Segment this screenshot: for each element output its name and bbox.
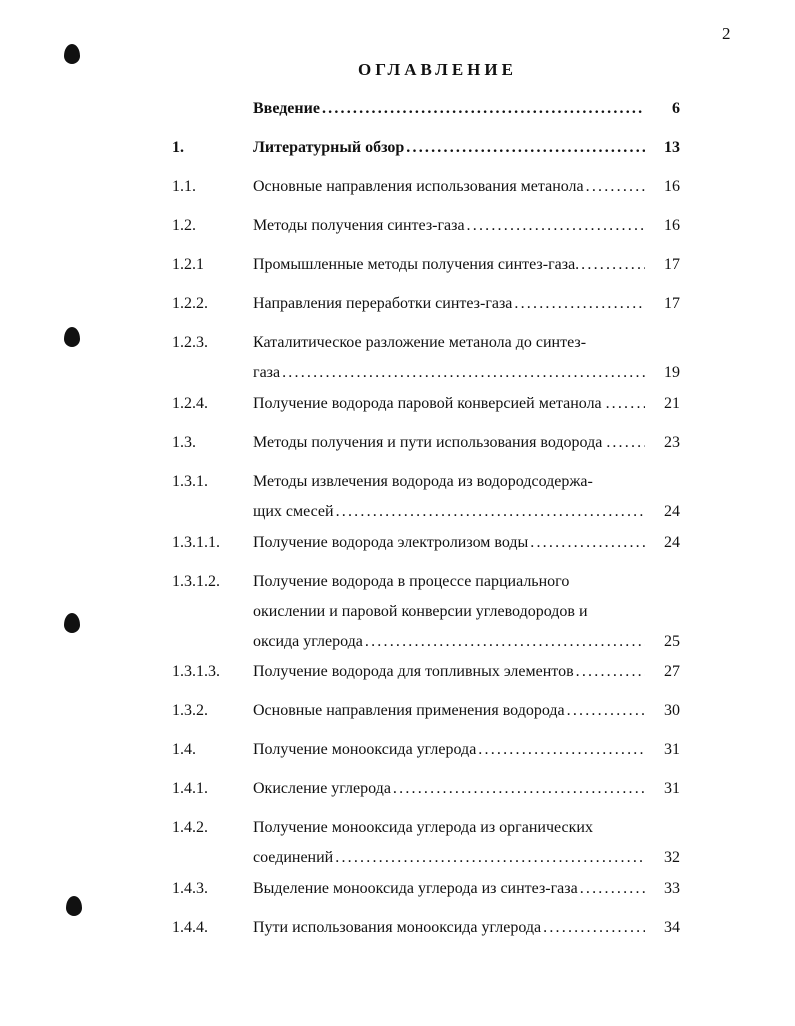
- dot-leader: [333, 843, 645, 873]
- toc-entry-text: оксида углерода: [253, 633, 363, 650]
- toc-entry-number: 1.4.4.: [172, 919, 208, 936]
- toc-entry-page: 16: [664, 217, 680, 234]
- dot-leader: [610, 389, 645, 419]
- toc-entry-number: 1.3.2.: [172, 702, 208, 719]
- toc-entry-title: [253, 250, 645, 280]
- toc-entry-title: [253, 428, 645, 458]
- toc-entry-text: Введение: [253, 100, 320, 117]
- toc-entry-title: [253, 289, 645, 319]
- toc-entry-title: [253, 657, 645, 687]
- toc-entry-number: 1.3.1.3.: [172, 663, 220, 680]
- punch-hole: [64, 613, 80, 633]
- toc-entry-number: 1.3.1.1.: [172, 534, 220, 551]
- toc-entry-title: [253, 389, 645, 419]
- toc-entry-number: 1.: [172, 139, 184, 156]
- toc-entry-page: 6: [672, 100, 680, 117]
- toc-entry-number: 1.1.: [172, 178, 196, 195]
- dot-leader: [476, 735, 645, 765]
- toc-entry-title: [253, 133, 645, 163]
- toc-entry-text: Методы получения и пути использования водорода .: [253, 434, 611, 451]
- toc-entry-number: 1.2.2.: [172, 295, 208, 312]
- dot-leader: [280, 358, 645, 388]
- toc-entry-page: 25: [664, 633, 680, 650]
- toc-entry-page: 32: [664, 849, 680, 866]
- dot-leader: [584, 172, 645, 202]
- dot-leader: [528, 528, 645, 558]
- toc-entry-text: Основные направления использования метанола: [253, 178, 584, 195]
- toc-entry-text: Литературный обзор: [253, 139, 405, 156]
- dot-leader: [465, 211, 645, 241]
- toc-entry-text: Окисление углерода: [253, 780, 391, 797]
- toc-entry-text: Получение монооксида углерода: [253, 741, 477, 758]
- dot-leader: [320, 94, 645, 124]
- toc-entry-page: 33: [664, 880, 680, 897]
- toc-entry-page: 19: [664, 364, 680, 381]
- toc-entry-number: 1.2.3.: [172, 334, 208, 351]
- dot-leader: [334, 497, 645, 527]
- toc-entry-page: 24: [664, 503, 680, 520]
- toc-entry-number: 1.4.1.: [172, 780, 208, 797]
- toc-entry-page: 21: [664, 395, 680, 412]
- toc-entry-number: 1.4.2.: [172, 819, 208, 836]
- toc-entry-text: Методы извлечения водорода из водородсодержа-: [253, 473, 593, 490]
- toc-entry-number: 1.4.: [172, 741, 196, 758]
- toc-entry-text: Пути использования монооксида углерода: [253, 919, 542, 936]
- dot-leader: [578, 874, 645, 904]
- toc-entry-title: [253, 735, 645, 765]
- toc-entry-page: 17: [664, 256, 680, 273]
- toc-entry-text: Промышленные методы получения синтез-газа.: [253, 256, 580, 273]
- toc-entry-page: 16: [664, 178, 680, 195]
- page-number: 2: [722, 24, 731, 43]
- toc-entry-text: соединений: [253, 849, 334, 866]
- toc-entry-number: 1.2.: [172, 217, 196, 234]
- toc-entry-text: щих смесей: [253, 503, 334, 520]
- toc-entry-title: [253, 211, 645, 241]
- dot-leader: [579, 250, 645, 280]
- toc-entry-text: Получение монооксида углерода из органических: [253, 819, 593, 836]
- toc-entry-text: Методы получения синтез-газа: [253, 217, 465, 234]
- dot-leader: [512, 289, 645, 319]
- toc-entry-number: 1.3.1.2.: [172, 573, 220, 590]
- toc-entry-title: [253, 172, 645, 202]
- toc-entry-text: окислении и паровой конверсии углеводородов и: [253, 603, 588, 620]
- dot-leader: [363, 627, 645, 657]
- toc-entry-page: 13: [664, 139, 680, 156]
- toc-entry-title: [253, 528, 645, 558]
- punch-hole: [66, 896, 82, 916]
- toc-entry-page: 30: [664, 702, 680, 719]
- toc-entry-title: [253, 467, 645, 527]
- toc-entry-number: 1.2.1: [172, 256, 204, 273]
- toc-entry-title: [253, 913, 645, 943]
- dot-leader: [541, 913, 645, 943]
- toc-entry-title: [253, 774, 645, 804]
- toc-entry-text: Получение водорода в процессе парциального: [253, 573, 570, 590]
- toc-entry-title: [253, 328, 645, 388]
- toc-entry-page: 23: [664, 434, 680, 451]
- dot-leader: [391, 774, 645, 804]
- toc-entry-text: Получение водорода для топливных элементов: [253, 663, 574, 680]
- dot-leader: [404, 133, 645, 163]
- toc-entry-page: 31: [664, 741, 680, 758]
- toc-entry-page: 17: [664, 295, 680, 312]
- toc-entry-text: Каталитическое разложение метанола до синтез-: [253, 334, 587, 351]
- toc-entry-text: Направления переработки синтез-газа: [253, 295, 513, 312]
- toc-entry-title: [253, 696, 645, 726]
- toc-entry-page: 27: [664, 663, 680, 680]
- toc-entry-page: 34: [664, 919, 680, 936]
- toc-entry-title: [253, 94, 645, 124]
- toc-entry-text: Выделение монооксида углерода из синтез-газа: [253, 880, 578, 897]
- dot-leader: [610, 428, 645, 458]
- toc-entry-number: 1.4.3.: [172, 880, 208, 897]
- toc-entry-text: Получение водорода паровой конверсией метанола .: [253, 395, 610, 412]
- toc-entry-title: [253, 874, 645, 904]
- toc-entry-title: [253, 567, 645, 657]
- toc-entry-number: 1.3.: [172, 434, 196, 451]
- toc-entry-page: 31: [664, 780, 680, 797]
- toc-entry-title: [253, 813, 645, 873]
- punch-hole: [64, 327, 80, 347]
- page-title: ОГЛАВЛЕНИЕ: [358, 60, 517, 79]
- toc-entry-number: 1.3.1.: [172, 473, 208, 490]
- toc-entry-text: Получение водорода электролизом воды: [253, 534, 529, 551]
- toc-entry-number: 1.2.4.: [172, 395, 208, 412]
- toc-entry-text: газа: [253, 364, 281, 381]
- dot-leader: [574, 657, 645, 687]
- toc-entry-page: 24: [664, 534, 680, 551]
- dot-leader: [565, 696, 645, 726]
- toc-entry-text: Основные направления применения водорода: [253, 702, 565, 719]
